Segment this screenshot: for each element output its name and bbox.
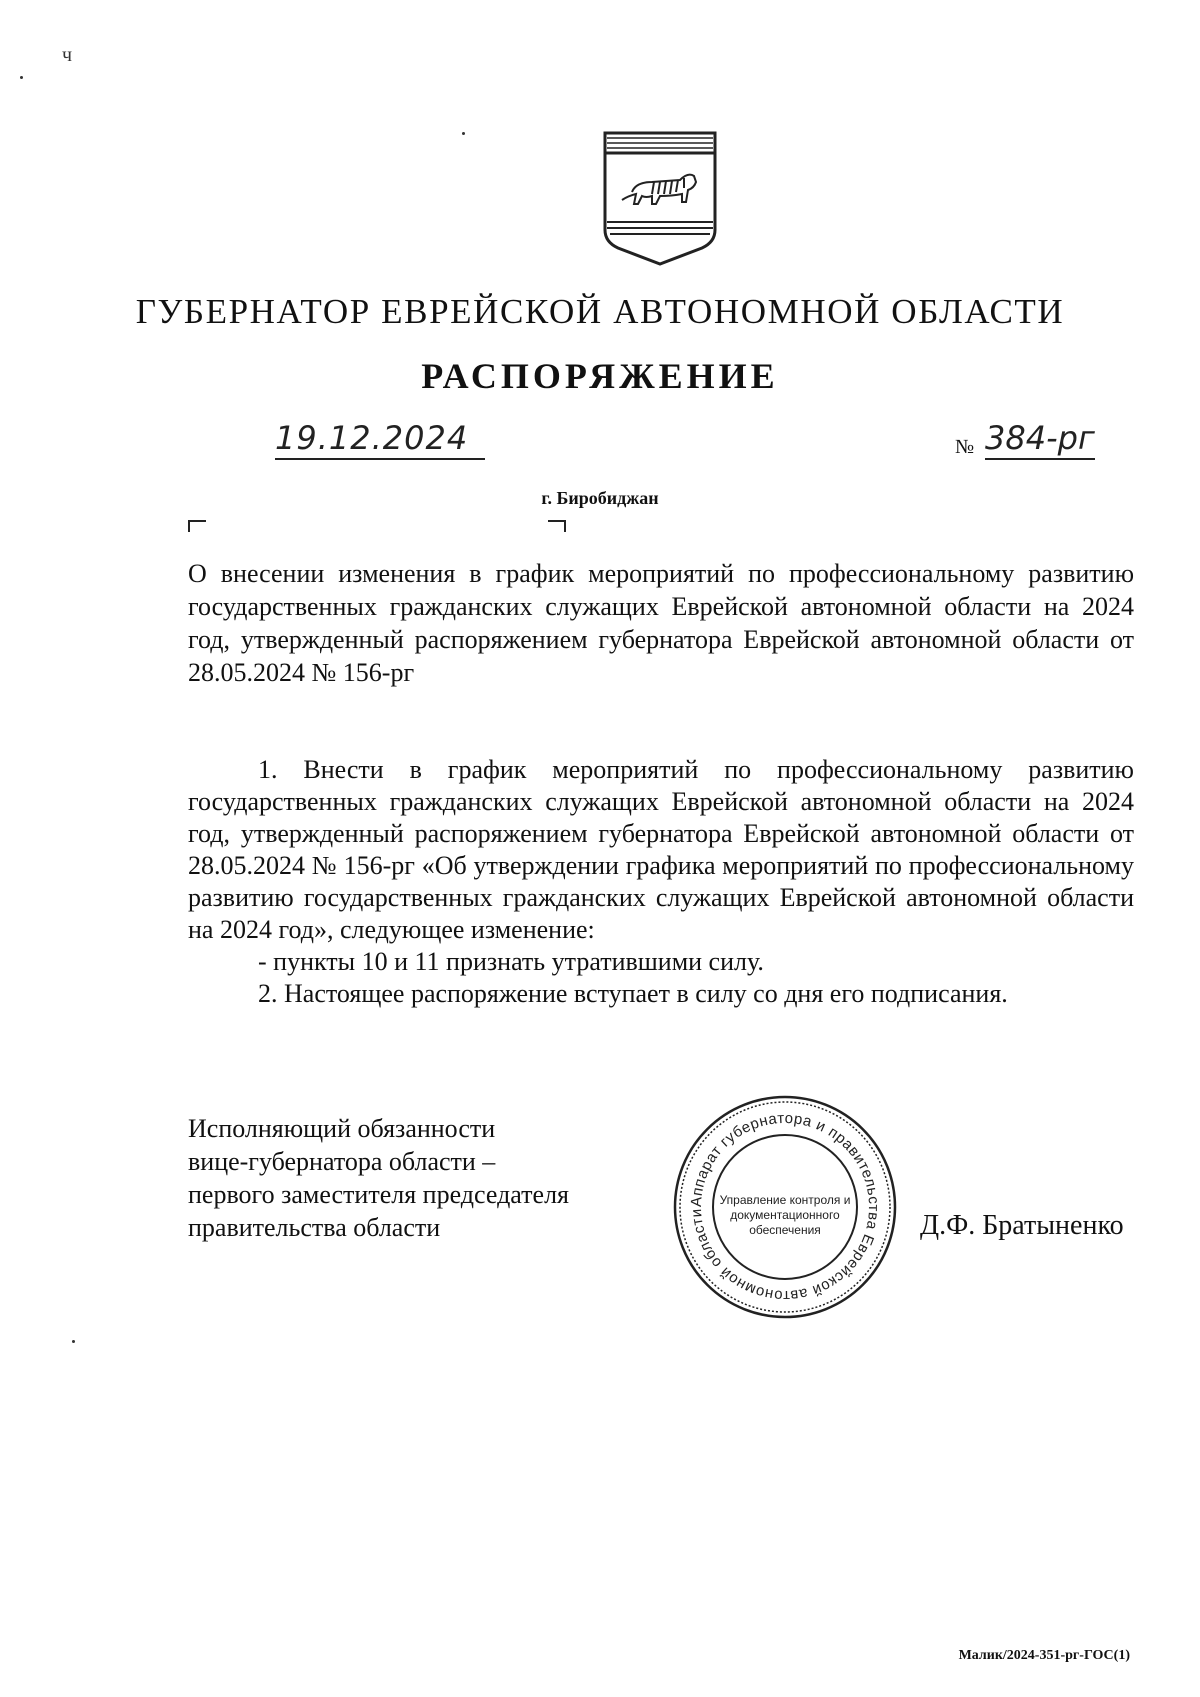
handwritten-number: 384-рг: [985, 420, 1095, 460]
document-subject: О внесении изменения в график мероприятий по профессиональному развитию государственных гражданских служащих Еврейской автономной области на 2024 год, утвержденный распоряжением губернатора Еврейской автономной области от 28.05.2024 № 156-рг: [188, 559, 1134, 687]
scan-dot: [462, 132, 465, 135]
scan-mark: ч: [62, 44, 73, 66]
paragraph-1-item: - пункты 10 и 11 признать утратившими силу.: [258, 947, 764, 976]
coat-of-arms-icon: [602, 130, 718, 266]
signer-name: Д.Ф. Братыненко: [920, 1210, 1124, 1241]
signer-position-line: вице-губернатора области –: [188, 1147, 496, 1176]
paragraph-2: 2. Настоящее распоряжение вступает в силу со дня его подписания.: [258, 979, 1008, 1008]
footer-code: Малик/2024-351-рг-ГОС(1): [958, 1648, 1130, 1663]
paragraph-1: 1. Внести в график мероприятий по профессиональному развитию государственных гражданских служащих Еврейской автономной области на 2024 год, утвержденный распоряжением губернатора Еврейской автономной области от 28.05.2024 № 156-рг «Об утверждении графика мероприятий по профессиональному развитию государственных гражданских служащих Еврейской автономной области на 2024 год», следующее изменение:: [188, 755, 1134, 944]
government-title: ГУБЕРНАТОР ЕВРЕЙСКОЙ АВТОНОМНОЙ ОБЛАСТИ: [135, 292, 1065, 331]
scan-dot: [72, 1340, 75, 1343]
seal-inner-line: документационного: [730, 1208, 840, 1222]
seal-inner-line: обеспечения: [749, 1223, 821, 1237]
document-type: РАСПОРЯЖЕНИЕ: [421, 356, 779, 396]
number-label: №: [955, 436, 975, 458]
seal-outer-text: Аппарат губернатора и правительства Еврейской автономной области: [687, 1109, 883, 1305]
signer-position: [188, 1112, 618, 1244]
official-seal: [670, 1092, 900, 1322]
handwritten-date: 19.12.2024: [275, 420, 485, 460]
scan-dot: [20, 76, 23, 79]
document-body: [188, 754, 1134, 1010]
subject-bracket-right: [548, 520, 566, 532]
signer-position-line: Исполняющий обязанности: [188, 1114, 496, 1143]
signer-position-line: правительства области: [188, 1213, 441, 1242]
seal-inner-line: Управление контроля и: [719, 1193, 851, 1207]
subject-bracket-left: [188, 520, 206, 532]
signer-position-line: первого заместителя председателя: [188, 1180, 569, 1209]
city: г. Биробиджан: [541, 488, 659, 508]
